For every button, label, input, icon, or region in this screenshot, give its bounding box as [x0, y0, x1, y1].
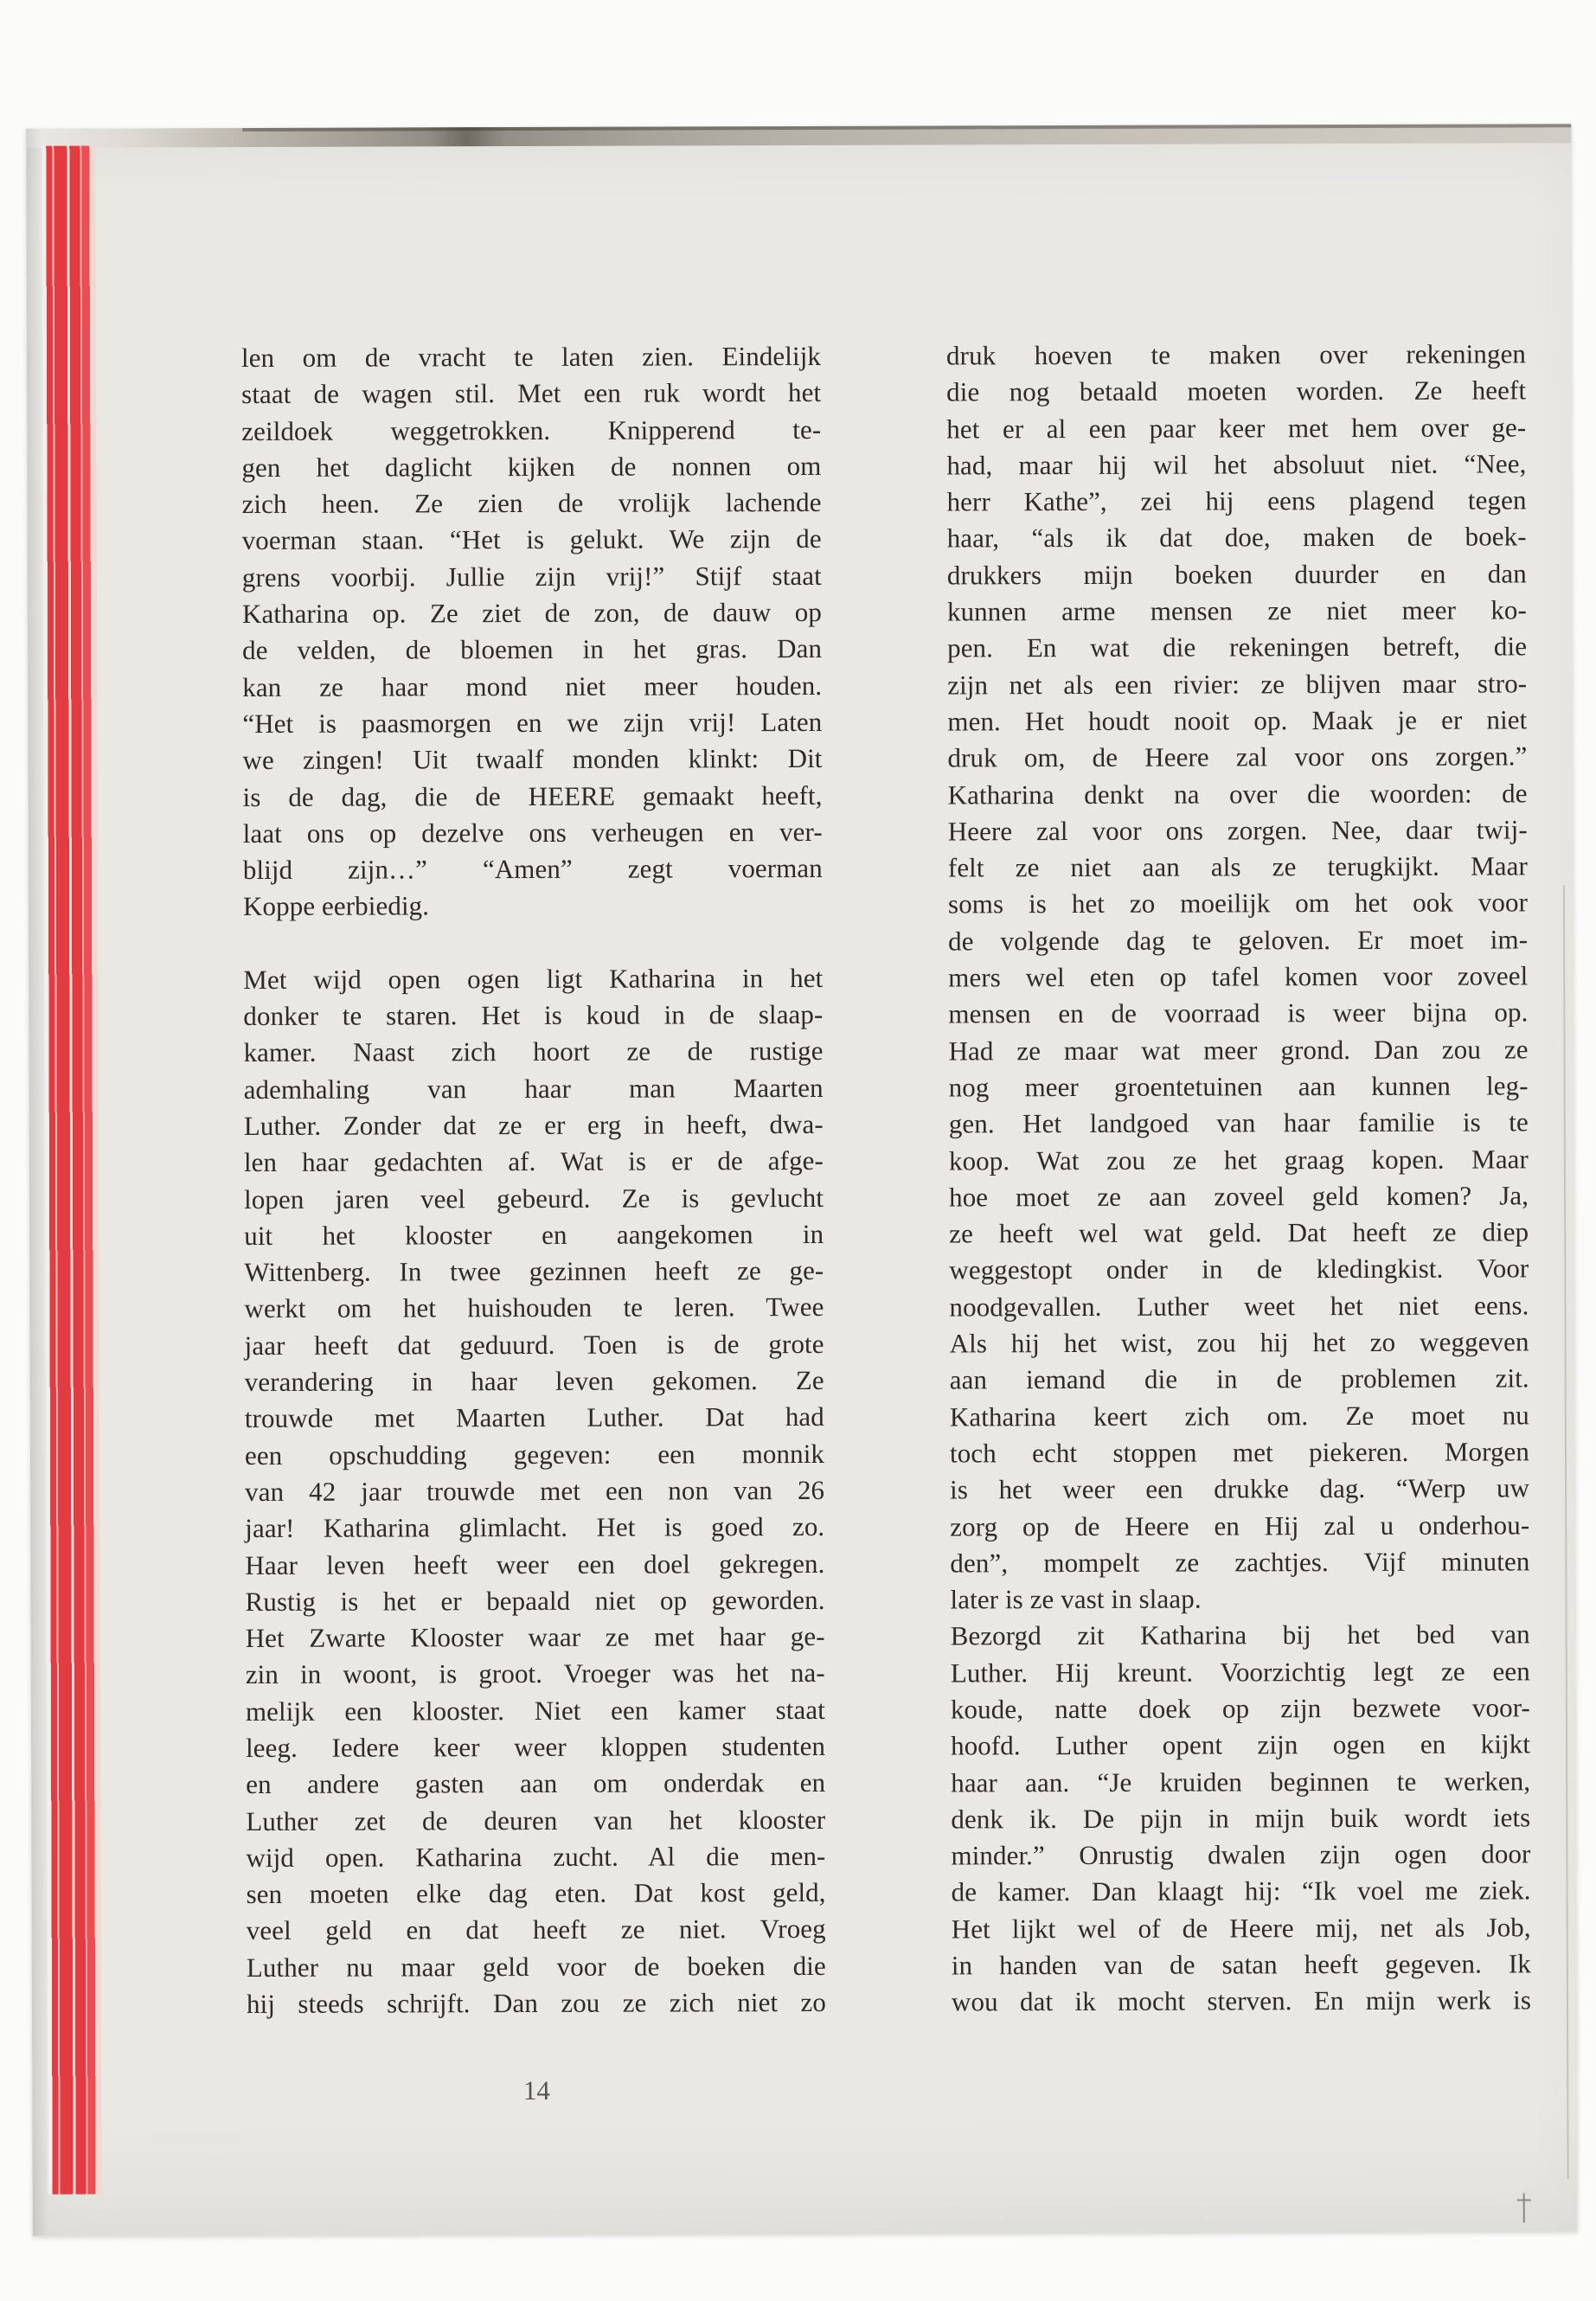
- text-line: werkt om het huishouden te leren. Twee: [244, 1292, 824, 1324]
- text-line: zijn net als een rivier: ze blijven maar stro-: [947, 668, 1528, 701]
- text-line: herr Kathe”, zei hij eens plagend tegen: [946, 484, 1527, 517]
- text-line: een opschudding gegeven: een monnik: [244, 1438, 825, 1471]
- text-line: weggestopt onder in de kledingkist. Voor: [949, 1253, 1529, 1285]
- text-line: Het lijkt wel of de Heere mij, net als Job,: [951, 1912, 1531, 1945]
- text-line: den”, mompelt ze zachtjes. Vijf minuten: [950, 1546, 1530, 1579]
- text-line: donker te staren. Het is koud in de slaap-: [243, 998, 824, 1032]
- text-line: grens voorbij. Jullie zijn vrij!” Stijf staat: [241, 560, 822, 593]
- text-line: zorg op de Heere en Hij zal u onderhou-: [950, 1509, 1530, 1541]
- text-line: staat de wagen stil. Met een ruk wordt het: [241, 377, 822, 410]
- text-line: aan iemand die in de problemen zit.: [949, 1362, 1529, 1395]
- text-line: is de dag, die de HEERE gemaakt heeft,: [242, 779, 823, 812]
- book-page: [26, 124, 1578, 2236]
- paragraph-block: [946, 336, 1530, 1618]
- text-line: mers wel eten op tafel komen voor zoveel: [948, 960, 1529, 993]
- text-line: len om de vracht te laten zien. Eindelijk: [240, 340, 822, 374]
- text-line: hij steeds schrijft. Dan zou ze zich niet zo: [246, 1986, 827, 2020]
- text-line: die nog betaald moeten worden. Ze heeft: [946, 375, 1527, 407]
- text-line: gen. Het landgoed van haar familie is te: [948, 1106, 1529, 1139]
- text-line: voerman staan. “Het is gelukt. We zijn de: [241, 523, 822, 556]
- text-line: kamer. Naast zich hoort ze de rustige: [243, 1035, 824, 1068]
- text-line: koude, natte doek op zijn bezwete voor-: [950, 1692, 1530, 1725]
- text-line: toch echt stoppen met piekeren. Morgen: [949, 1436, 1530, 1469]
- text-line: wou dat ik mocht sterven. En mijn werk is: [951, 1984, 1532, 2017]
- text-line: Het Zwarte Klooster waar ze met haar ge-: [245, 1621, 825, 1654]
- text-line: Koppe eerbiedig.: [242, 890, 430, 922]
- text-line: jaar! Katharina glimlacht. Het is goed zo.: [245, 1511, 825, 1544]
- text-line: en andere gasten aan om onderdak en: [246, 1767, 826, 1800]
- text-line: Luther. Hij kreunt. Voorzichtig legt ze een: [950, 1656, 1530, 1689]
- text-line: wijd open. Katharina zucht. Al die men-: [246, 1840, 826, 1873]
- text-line: Luther zet de deuren van het klooster: [246, 1804, 826, 1836]
- text-line: jaar heeft dat geduurd. Toen is de grote: [244, 1328, 824, 1361]
- text-line: mensen en de voorraad is weer bijna op.: [948, 997, 1529, 1029]
- text-line: het er al een paar keer met hem over ge-: [946, 411, 1527, 445]
- text-line: zeildoek weggetrokken. Knipperend te-: [241, 413, 822, 446]
- corner-mark: [1517, 2193, 1531, 2222]
- red-page-edges: [42, 146, 101, 2195]
- text-line: Luther nu maar geld voor de boeken die: [246, 1950, 826, 1983]
- text-line: Luther. Zonder dat ze er erg in heeft, dwa-: [243, 1108, 824, 1141]
- text-line: uit het klooster en aangekomen in: [244, 1218, 824, 1251]
- text-line: Heere zal voor ons zorgen. Nee, daar twij-: [947, 814, 1528, 847]
- book-top-edge: [26, 124, 1571, 148]
- text-line: laat ons op dezelve ons verheugen en ver-: [242, 816, 823, 849]
- text-line: had, maar hij wil het absoluut niet. “Nee,: [946, 448, 1527, 481]
- text-column-left: [241, 338, 826, 2022]
- text-line: Als hij het wist, zou hij het zo weggeven: [949, 1326, 1529, 1359]
- text-line: blijd zijn…” “Amen” zegt voerman: [242, 853, 823, 886]
- text-line: haar aan. “Je kruiden beginnen te werken,: [951, 1765, 1531, 1798]
- text-line: de volgende dag te geloven. Er moet im-: [948, 924, 1529, 957]
- text-line: de kamer. Dan klaagt hij: “Ik voel me ziek.: [951, 1875, 1531, 1907]
- text-line: denk ik. De pijn in mijn buik wordt iets: [951, 1802, 1531, 1835]
- paragraph-block: [951, 1617, 1531, 2021]
- text-line: gen het daglicht kijken de nonnen om: [241, 450, 822, 483]
- text-line: Had ze maar wat meer grond. Dan zou ze: [948, 1034, 1529, 1067]
- text-line: hoofd. Luther opent zijn ogen en kijkt: [951, 1728, 1531, 1761]
- paragraph-block: [243, 960, 826, 2023]
- text-line: later is ze vast in slaap.: [950, 1583, 1202, 1615]
- paragraph-block: [241, 338, 823, 926]
- text-line: we zingen! Uit twaalf monden klinkt: Dit: [242, 743, 823, 776]
- text-line: zin in woont, is groot. Vroeger was het na-: [245, 1657, 825, 1690]
- text-line: felt ze niet aan als ze terugkijkt. Maar: [947, 850, 1528, 883]
- text-line: van 42 jaar trouwde met een non van 26: [245, 1474, 825, 1507]
- text-column-right: [946, 336, 1531, 2021]
- text-line: len haar gedachten af. Wat is er de afge-: [243, 1145, 824, 1178]
- text-line: pen. En wat die rekeningen betreft, die: [947, 631, 1528, 663]
- text-line: sen moeten elke dag eten. Dat kost geld,: [246, 1877, 826, 1910]
- text-line: kan ze haar mond niet meer houden.: [242, 670, 823, 702]
- text-line: de velden, de bloemen in het gras. Dan: [242, 633, 823, 666]
- text-line: zich heen. Ze zien de vrolijk lachende: [241, 487, 822, 520]
- text-line: trouwde met Maarten Luther. Dat had: [244, 1401, 824, 1434]
- text-line: Katharina keert zich om. Ze moet nu: [949, 1399, 1529, 1433]
- text-line: veel geld en dat heeft ze niet. Vroeg: [246, 1913, 826, 1946]
- text-line: Rustig is het er bepaald niet op geworden.: [245, 1584, 825, 1617]
- text-line: Bezorgd zit Katharina bij het bed van: [950, 1618, 1530, 1651]
- text-line: nog meer groentetuinen aan kunnen leg-: [948, 1070, 1529, 1103]
- text-line: kunnen arme mensen ze niet meer ko-: [946, 594, 1527, 627]
- text-line: verandering in haar leven gekomen. Ze: [244, 1364, 824, 1398]
- text-line: ademhaling van haar man Maarten: [243, 1072, 824, 1105]
- text-line: Katharina op. Ze ziet de zon, de dauw op: [241, 597, 822, 630]
- text-line: koop. Wat zou ze het graag kopen. Maar: [948, 1143, 1529, 1176]
- text-line: hoe moet ze aan zoveel geld komen? Ja,: [949, 1180, 1529, 1213]
- page-number: 14: [522, 2074, 550, 2106]
- text-line: minder.” Onrustig dwalen zijn ogen door: [951, 1838, 1531, 1871]
- text-line: “Het is paasmorgen en we zijn vrij! Laten: [242, 706, 823, 739]
- text-line: druk om, de Heere zal voor ons zorgen.”: [947, 740, 1528, 773]
- page-right-edge-line: [1563, 885, 1569, 2179]
- text-line: ze heeft wel wat geld. Dat heeft ze diep: [949, 1216, 1529, 1249]
- text-line: druk hoeven te maken over rekeningen: [945, 338, 1527, 371]
- text-line: haar, “als ik dat doe, maken de boek-: [946, 521, 1527, 554]
- text-line: men. Het houdt nooit op. Maak je er niet: [947, 704, 1528, 737]
- text-line: in handen van de satan heeft gegeven. Ik: [951, 1948, 1531, 1981]
- text-line: Met wijd open ogen ligt Katharina in het: [243, 962, 824, 995]
- text-line: lopen jaren veel gebeurd. Ze is gevlucht: [244, 1182, 824, 1215]
- text-line: melijk een klooster. Niet een kamer staat: [245, 1694, 825, 1727]
- text-line: Haar leven heeft weer een doel gekregen.: [245, 1548, 825, 1580]
- text-line: Katharina denkt na over die woorden: de: [947, 777, 1528, 811]
- text-line: is het weer een drukke dag. “Werp uw: [950, 1472, 1530, 1505]
- text-line: Wittenberg. In twee gezinnen heeft ze ge-: [244, 1255, 824, 1288]
- text-line: drukkers mijn boeken duurder en dan: [946, 558, 1527, 591]
- text-line: noodgevallen. Luther weet het niet eens.: [949, 1290, 1529, 1323]
- text-line: soms is het zo moeilijk om het ook voor: [947, 887, 1529, 920]
- text-line: leeg. Iedere keer weer kloppen studenten: [246, 1730, 826, 1764]
